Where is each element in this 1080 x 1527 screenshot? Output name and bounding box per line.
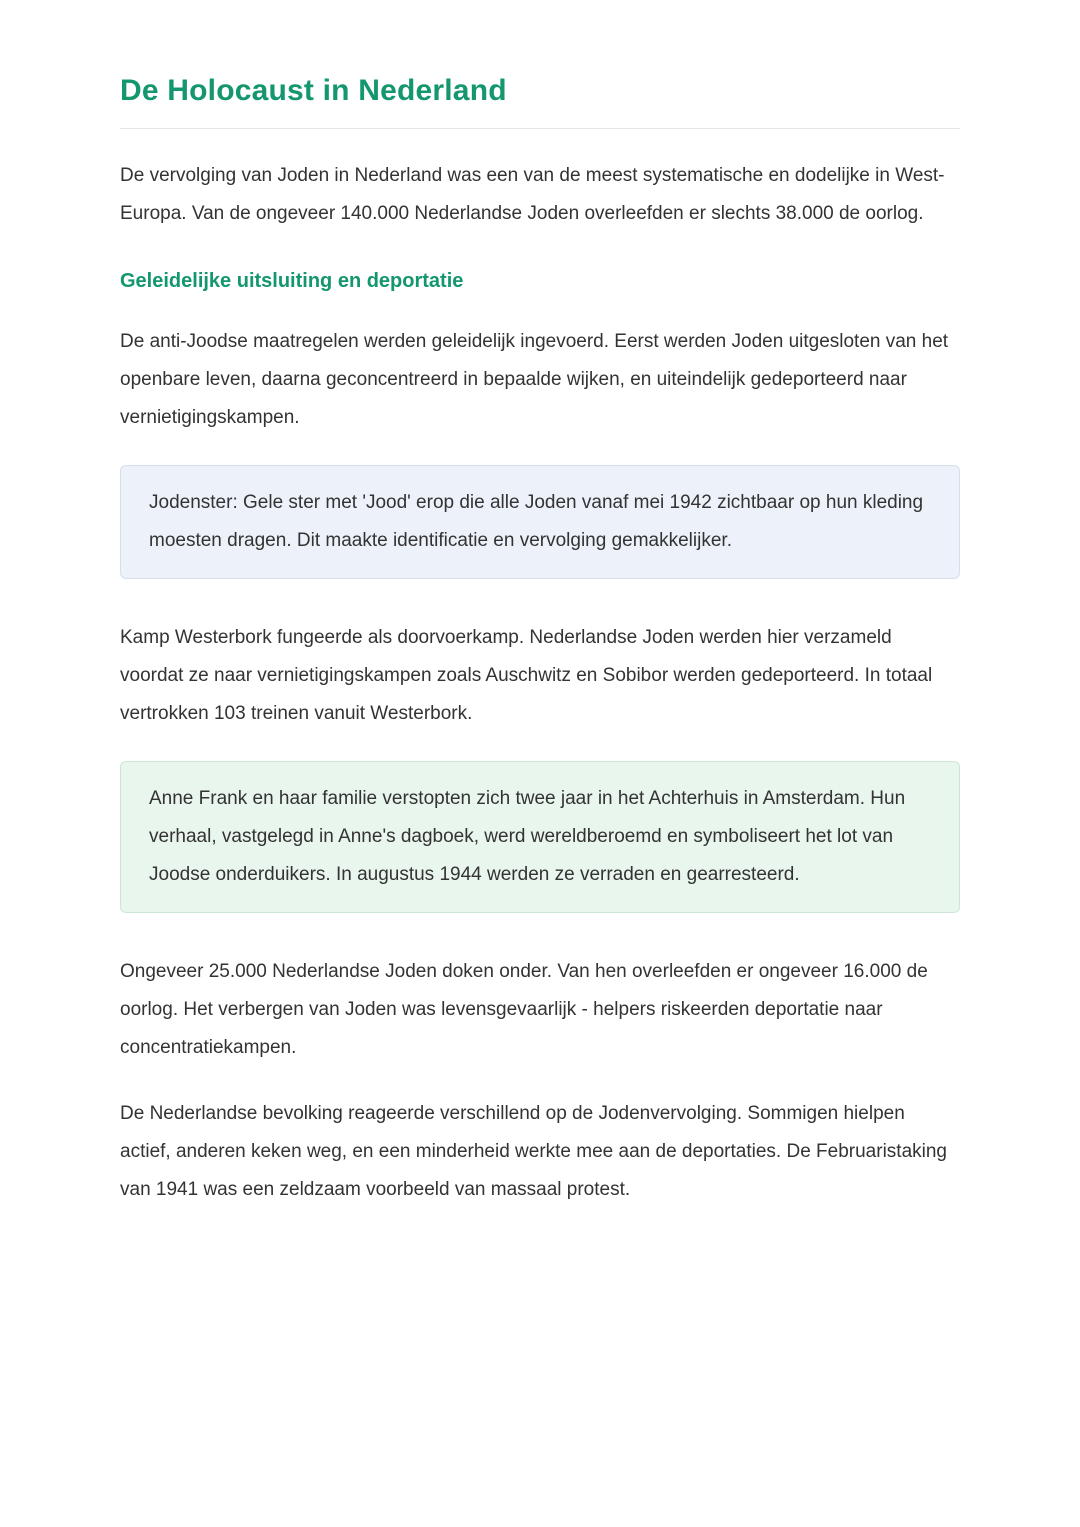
document-content xyxy=(120,0,960,1209)
bevolking-paragraph: De Nederlandse bevolking reageerde verschillend op de Jodenvervolging. Sommigen hielpen actief, anderen keken weg, en een minderheid werkte mee aan de deportaties. De Februaristaking van 1941 was een zeldzaam voorbeeld van massaal protest. xyxy=(120,1103,947,1200)
jodenster-callout-text: Jodenster: Gele ster met 'Jood' erop die alle Joden vanaf mei 1942 zichtbaar op hun kleding moesten dragen. Dit maakte identificatie en vervolging gemakkelijker. xyxy=(149,492,924,551)
onderduikers-paragraph: Ongeveer 25.000 Nederlandse Joden doken onder. Van hen overleefden er ongeveer 16.000 de oorlog. Het verbergen van Joden was levensgevaarlijk - helpers riskeerden deportatie naar concentratiekampen. xyxy=(120,961,928,1058)
jodenster-callout xyxy=(120,465,960,579)
intro-paragraph: De vervolging van Joden in Nederland was een van de meest systematische en dodelijke in West-Europa. Van de ongeveer 140.000 Nederlandse Joden overleefden er slechts 38.000 de oorlog. xyxy=(120,165,945,224)
anne-frank-callout xyxy=(120,761,960,913)
westerbork-paragraph: Kamp Westerbork fungeerde als doorvoerkamp. Nederlandse Joden werden hier verzameld voordat ze naar vernietigingskampen zoals Auschwitz en Sobibor werden gedeporteerd. In totaal vertrokken 103 treinen vanuit Westerbork. xyxy=(120,627,933,724)
page-title: De Holocaust in Nederland xyxy=(120,74,507,107)
section-heading: Geleidelijke uitsluiting en deportatie xyxy=(120,270,464,292)
measures-paragraph: De anti-Joodse maatregelen werden geleidelijk ingevoerd. Eerst werden Joden uitgesloten van het openbare leven, daarna geconcentreerd in bepaalde wijken, en uiteindelijk gedeporteerd naar vernietigingskampen. xyxy=(120,331,949,428)
anne-frank-callout-text: Anne Frank en haar familie verstopten zich twee jaar in het Achterhuis in Amsterdam. Hun verhaal, vastgelegd in Anne's dagboek, werd wereldberoemd en symboliseert het lot van Joodse onderduikers. In augustus 1944 werden ze verraden en gearresteerd. xyxy=(149,788,906,885)
title-divider xyxy=(120,128,960,129)
